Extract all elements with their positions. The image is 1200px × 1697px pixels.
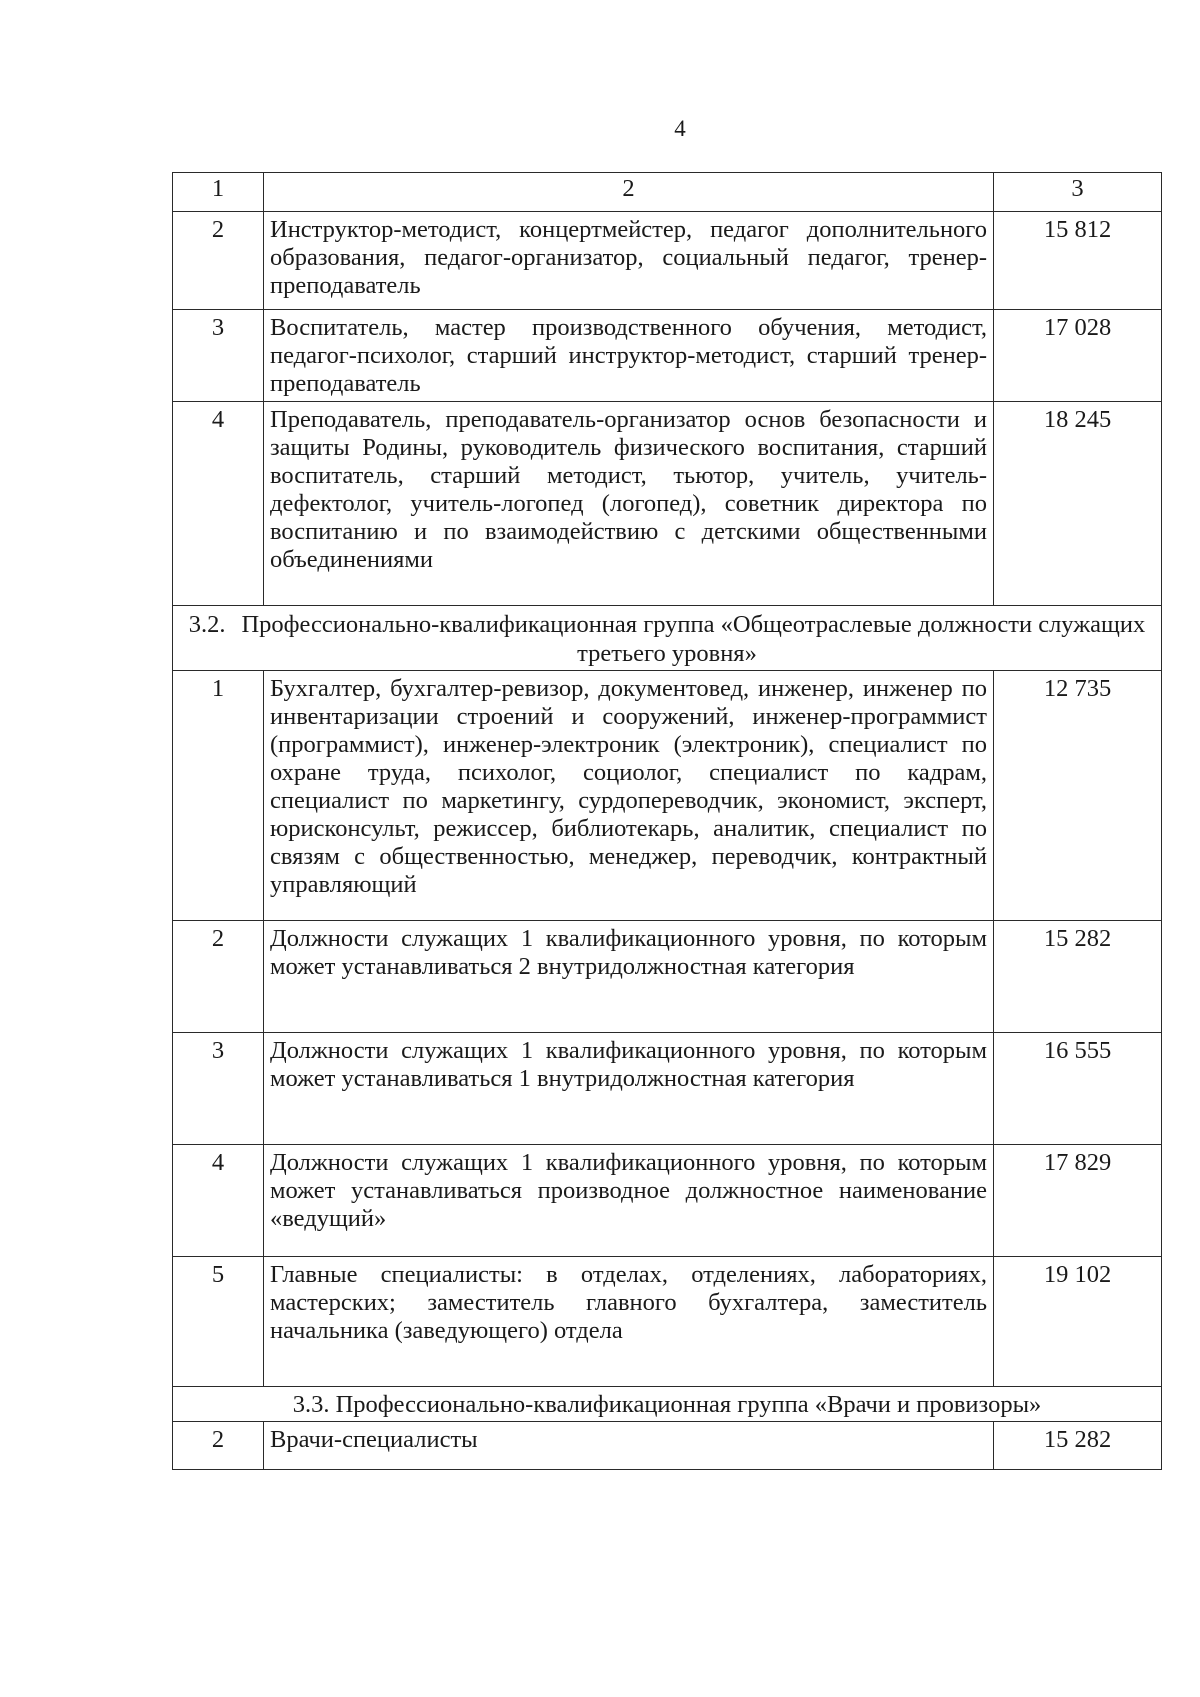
row-salary-value: 19 102 xyxy=(994,1257,1162,1387)
row-number: 2 xyxy=(173,212,264,310)
header-col-2: 2 xyxy=(264,173,994,212)
group-heading-row xyxy=(173,606,1162,671)
row-position-text: Главные специалисты: в отделах, отделениях, лабораториях, мастерских; заместитель главного бухгалтера, заместитель начальника (заведующего) отдела xyxy=(264,1257,994,1387)
row-salary-value: 17 829 xyxy=(994,1145,1162,1257)
row-salary-value: 15 282 xyxy=(994,921,1162,1033)
table-row xyxy=(173,310,1162,402)
table-row xyxy=(173,402,1162,606)
header-col-3: 3 xyxy=(994,173,1162,212)
row-number: 5 xyxy=(173,1257,264,1387)
row-number: 2 xyxy=(173,1422,264,1470)
row-number: 4 xyxy=(173,402,264,606)
row-salary-value: 16 555 xyxy=(994,1033,1162,1145)
row-number: 2 xyxy=(173,921,264,1033)
row-position-text: Воспитатель, мастер производственного обучения, методист, педагог-психолог, старший инструктор-методист, старший тренер-преподаватель xyxy=(264,310,994,402)
row-number: 3 xyxy=(173,310,264,402)
table-row xyxy=(173,1422,1162,1470)
page-number: 4 xyxy=(674,116,686,141)
row-position-text: Преподаватель, преподаватель-организатор основ безопасности и защиты Родины, руководитель физического воспитания, старший воспитатель, старший методист, тьютор, учитель, учитель-дефектолог, учитель-логопед (логопед), советник директора по воспитанию и по взаимодействию с детскими общественными объединениями xyxy=(264,402,994,606)
row-salary-value: 17 028 xyxy=(994,310,1162,402)
group-3-2-title: Профессионально-квалификационная группа «Общеотраслевые должности служащих третьего уровня» xyxy=(241,611,1146,667)
row-position-text: Должности служащих 1 квалификационного уровня, по которым может устанавливаться 2 внутридолжностная категория xyxy=(264,921,994,1033)
group-heading-row xyxy=(173,1387,1162,1422)
table-row xyxy=(173,1033,1162,1145)
row-salary-value: 18 245 xyxy=(994,402,1162,606)
row-salary-value: 12 735 xyxy=(994,671,1162,921)
table-row xyxy=(173,1257,1162,1387)
table-row xyxy=(173,671,1162,921)
table-row xyxy=(173,921,1162,1033)
row-number: 1 xyxy=(173,671,264,921)
row-salary-value: 15 812 xyxy=(994,212,1162,310)
row-position-text: Врачи-специалисты xyxy=(264,1422,994,1470)
row-position-text: Инструктор-методист, концертмейстер, педагог дополнительного образования, педагог-организатор, социальный педагог, тренер-преподаватель xyxy=(264,212,994,310)
table-row xyxy=(173,1145,1162,1257)
group-3-3-heading: 3.3. Профессионально-квалификационная группа «Врачи и провизоры» xyxy=(173,1387,1162,1422)
group-3-2-heading xyxy=(173,606,1162,671)
row-position-text: Должности служащих 1 квалификационного уровня, по которым может устанавливаться 1 внутридолжностная категория xyxy=(264,1033,994,1145)
row-number: 3 xyxy=(173,1033,264,1145)
header-col-1: 1 xyxy=(173,173,264,212)
group-3-2-number: 3.2. xyxy=(188,611,226,638)
table-header-row xyxy=(173,173,1162,212)
table-row xyxy=(173,212,1162,310)
row-number: 4 xyxy=(173,1145,264,1257)
row-salary-value: 15 282 xyxy=(994,1422,1162,1470)
row-position-text: Должности служащих 1 квалификационного уровня, по которым может устанавливаться производное должностное наименование «ведущий» xyxy=(264,1145,994,1257)
row-position-text: Бухгалтер, бухгалтер-ревизор, документовед, инженер, инженер по инвентаризации строений и сооружений, инженер-программист (программист), инженер-электроник (электроник), специалист по охране труда, психолог, социолог, специалист по кадрам, специалист по маркетингу, сурдопереводчик, экономист, эксперт, юрисконсульт, режиссер, библиотекарь, аналитик, специалист по связям с общественностью, менеджер, переводчик, контрактный управляющий xyxy=(264,671,994,921)
salary-table xyxy=(172,172,1162,1470)
